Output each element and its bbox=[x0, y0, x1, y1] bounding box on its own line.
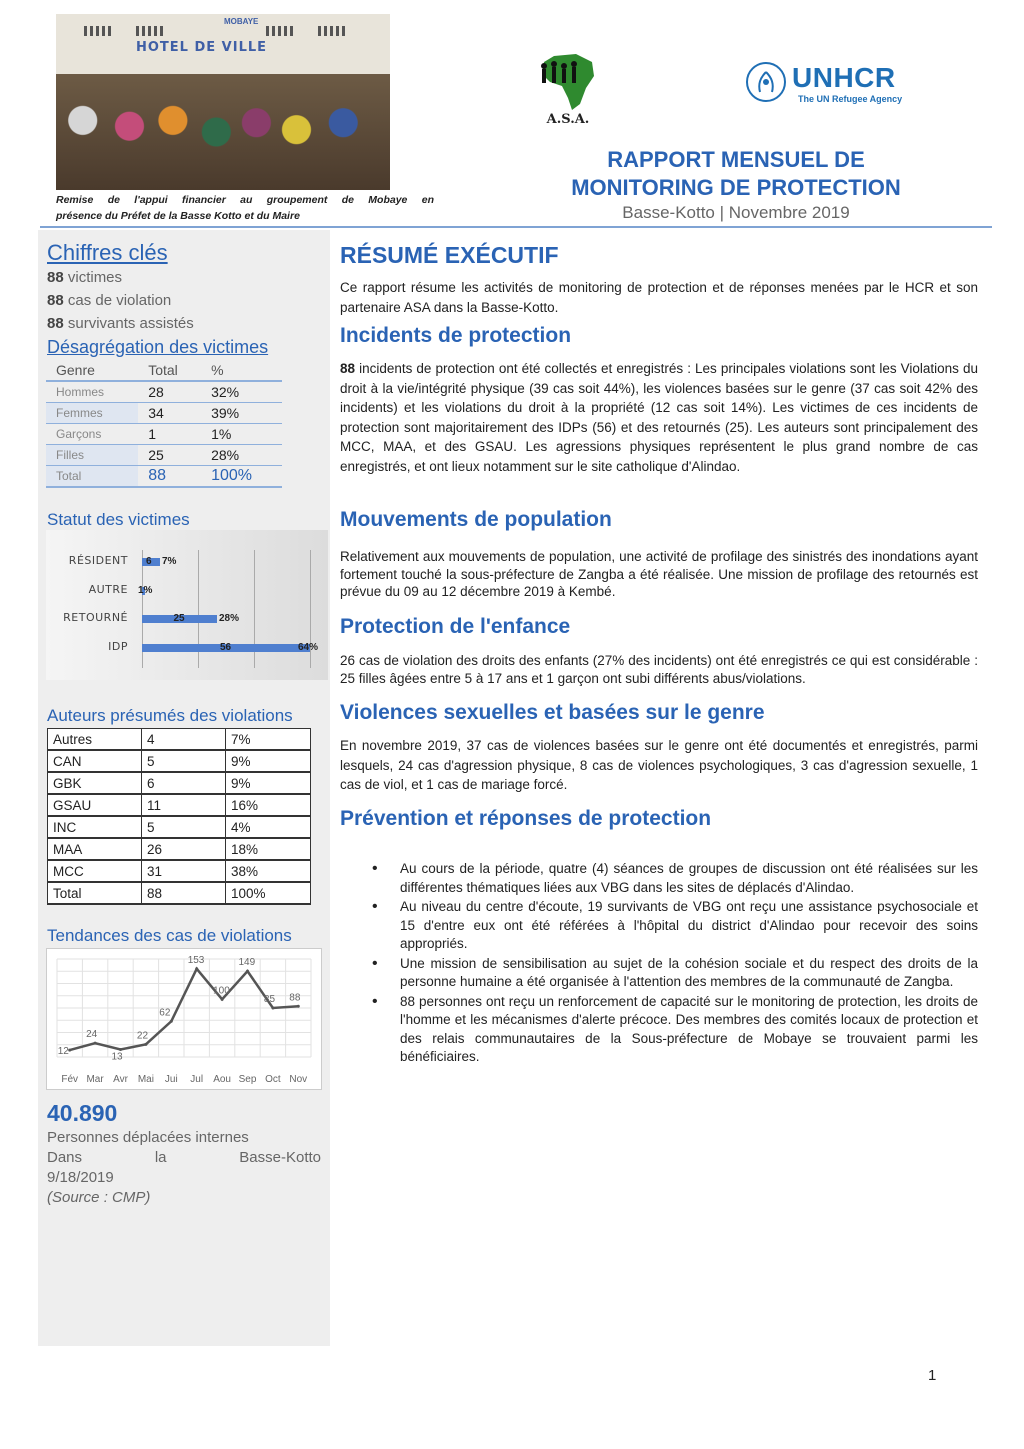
table-cell: 5 bbox=[142, 750, 226, 772]
report-title-line2: MONITORING DE PROTECTION bbox=[571, 175, 901, 200]
table-cell: 100% bbox=[201, 466, 282, 488]
trend-point bbox=[144, 1043, 147, 1046]
trend-category-label: Avr bbox=[113, 1074, 128, 1085]
table-row bbox=[48, 794, 311, 816]
trend-point bbox=[94, 1042, 97, 1045]
table-cell: Femmes bbox=[46, 403, 138, 424]
table-cell: GBK bbox=[48, 772, 142, 794]
table-cell: 1% bbox=[201, 424, 282, 445]
table-cell: CAN bbox=[48, 750, 142, 772]
key-figure-survivors: 88 survivants assistés bbox=[47, 315, 194, 332]
trend-point-label: 88 bbox=[289, 992, 301, 1004]
photo-window bbox=[136, 26, 164, 36]
table-cell: MCC bbox=[48, 860, 142, 882]
table-total-row bbox=[46, 466, 282, 488]
vbg-title: Violences sexuelles et basées sur le genre bbox=[340, 701, 765, 724]
table-cell: 18% bbox=[226, 838, 311, 860]
key-figure-violations: 88 cas de violation bbox=[47, 292, 172, 309]
enfance-text: 26 cas de violation des droits des enfants (27% des incidents) ont été enregistrés ce qui est considérable : 25 filles âgées entre 5 à 17 ans et 1 garçon ont subi différents abus/violations. bbox=[340, 653, 978, 686]
photo-window bbox=[318, 26, 346, 36]
table-cell: 9% bbox=[226, 772, 311, 794]
table-row bbox=[48, 838, 311, 860]
photo-sign: HOTEL DE VILLE bbox=[136, 40, 268, 55]
photo-crowd bbox=[56, 74, 390, 190]
table-cell: 32% bbox=[201, 381, 282, 403]
table-cell: 16% bbox=[226, 794, 311, 816]
trend-category-label: Jui bbox=[164, 1074, 178, 1085]
table-row bbox=[48, 729, 311, 751]
unhcr-wordmark: UNHCR bbox=[792, 62, 896, 93]
list-item: • Au cours de la période, quatre (4) séances de groupes de discussion ont été réalisées sur les différentes thématiques liées aux VBG dans les sites de déplacés d'Alindao. bbox=[372, 860, 978, 897]
key-figure-victims: 88 victimes bbox=[47, 269, 123, 286]
statut-percent-label: 7% bbox=[162, 556, 177, 567]
prevention-list bbox=[372, 860, 978, 1068]
trend-category-label: Aou bbox=[213, 1074, 231, 1085]
table-cell: Total bbox=[46, 466, 138, 488]
photo-window bbox=[84, 26, 112, 36]
statut-value-label: 25 bbox=[173, 613, 185, 624]
table-cell: Hommes bbox=[46, 381, 138, 403]
trend-point bbox=[246, 970, 249, 973]
table-row bbox=[48, 816, 311, 838]
photo-caption bbox=[56, 192, 434, 224]
table-cell: MAA bbox=[48, 838, 142, 860]
page-number: 1 bbox=[928, 1367, 937, 1384]
report-subtitle: Basse-Kotto | Novembre 2019 bbox=[622, 203, 850, 222]
incidents-count: 88 bbox=[340, 361, 356, 376]
trend-point-label: 24 bbox=[86, 1029, 98, 1041]
trend-category-label: Fév bbox=[61, 1074, 79, 1085]
unhcr-emblem-icon bbox=[746, 62, 786, 102]
table-cell: 100% bbox=[226, 882, 311, 904]
trend-point bbox=[271, 1007, 274, 1010]
statut-category-label: AUTRE bbox=[88, 582, 128, 596]
table-cell: 88 bbox=[138, 466, 201, 488]
photo-caption-line2: présence du Préfet de la Basse Kotto et du Maire bbox=[56, 210, 300, 222]
table-cell: 31 bbox=[142, 860, 226, 882]
report-title bbox=[540, 146, 932, 202]
enfance-title: Protection de l'enfance bbox=[340, 615, 571, 638]
prevention-title: Prévention et réponses de protection bbox=[340, 807, 712, 830]
table-cell: Garçons bbox=[46, 424, 138, 445]
table-cell: Filles bbox=[46, 445, 138, 466]
table-row bbox=[46, 424, 282, 445]
trend-point-label: 13 bbox=[111, 1051, 123, 1063]
auteurs-title: Auteurs présumés des violations bbox=[47, 706, 293, 725]
resume-title: RÉSUMÉ EXÉCUTIF bbox=[340, 242, 559, 268]
trend-point-label: 62 bbox=[159, 1007, 171, 1019]
idp-date: 9/18/2019 bbox=[47, 1169, 114, 1186]
photo-sign-small: MOBAYE bbox=[224, 17, 259, 26]
statut-category-label: RETOURNÉ bbox=[63, 611, 128, 624]
trend-point-label: 149 bbox=[238, 957, 256, 969]
statut-percent-label: 1% bbox=[138, 584, 153, 596]
mouvements-title: Mouvements de population bbox=[340, 508, 612, 531]
statut-percent-label: 28% bbox=[219, 613, 240, 624]
table-header-row bbox=[46, 360, 282, 381]
auteurs-table bbox=[47, 728, 311, 905]
tendances-title: Tendances des cas de violations bbox=[47, 926, 292, 945]
unhcr-logo bbox=[746, 60, 916, 106]
key-figures-title: Chiffres clés bbox=[47, 240, 168, 265]
trend-category-label: Mai bbox=[137, 1074, 154, 1085]
table-row bbox=[48, 772, 311, 794]
mouvements-text: Relativement aux mouvements de population, une activité de profilage des sinistrés des inondations ayant fortement touché la sous-préfecture de Zangba a été réalisée. Une mission de profilage des retournés est prévue du 09 au 12 décembre 2019 à Kembé. bbox=[340, 549, 978, 599]
idp-line2-word: Dans bbox=[47, 1149, 83, 1166]
idp-line2 bbox=[47, 1148, 321, 1168]
statut-percent-label: 64% bbox=[298, 641, 319, 653]
table-row bbox=[48, 882, 311, 904]
table-cell: 28 bbox=[138, 381, 201, 403]
trend-point-label: 100 bbox=[213, 985, 230, 997]
table-cell: Autres bbox=[48, 729, 142, 751]
header-photo bbox=[56, 14, 390, 190]
trend-point-label: 85 bbox=[263, 994, 276, 1005]
disaggregation-title: Désagrégation des victimes bbox=[47, 337, 269, 357]
idp-source: (Source : CMP) bbox=[47, 1189, 151, 1206]
table-cell: 7% bbox=[226, 729, 311, 751]
unhcr-tagline: The UN Refugee Agency bbox=[798, 94, 903, 104]
statut-value-label: 6 bbox=[146, 556, 152, 567]
table-cell: 34 bbox=[138, 403, 201, 424]
table-cell: 4% bbox=[226, 816, 311, 838]
list-item: • 88 personnes ont reçu un renforcement de capacité sur le monitoring de protection, les droits de l'homme et les mécanismes d'alerte précoce. Des membres des comités locaux de protection et des relais communautaires de la Sous-préfecture de Mobaye se trouvaient parmi les bénéficiaires. bbox=[372, 993, 978, 1067]
table-cell: GSAU bbox=[48, 794, 142, 816]
table-cell: 9% bbox=[226, 750, 311, 772]
trend-point bbox=[221, 998, 224, 1001]
table-cell: 39% bbox=[201, 403, 282, 424]
trend-point-label: 12 bbox=[57, 1046, 69, 1058]
trend-category-label: Jul bbox=[190, 1074, 204, 1085]
trend-category-label: Nov bbox=[289, 1074, 308, 1085]
table-cell: 1 bbox=[138, 424, 201, 445]
table-cell: INC bbox=[48, 816, 142, 838]
table-row bbox=[46, 381, 282, 403]
trend-point bbox=[170, 1020, 173, 1023]
table-cell: 4 bbox=[142, 729, 226, 751]
table-cell: 28% bbox=[201, 445, 282, 466]
trend-chart bbox=[46, 948, 322, 1090]
resume-text: Ce rapport résume les activités de monitoring de protection et de réponses menées par le HCR et son partenaire ASA dans la Basse-Kotto. bbox=[340, 280, 978, 315]
table-cell: 88 bbox=[142, 882, 226, 904]
asa-logo-text: A.S.A. bbox=[546, 112, 590, 127]
header-divider bbox=[40, 226, 992, 228]
vbg-text: En novembre 2019, 37 cas de violences basées sur le genre ont été documentés et enregistrés, parmi lesquels, 24 cas d'agression physique, 8 cas de violences psychologiques, 3 cas d'agression sexuelle, 1 cas de viol, et 1 cas de mariage forcé. bbox=[340, 738, 978, 792]
table-row bbox=[48, 860, 311, 882]
victims-table bbox=[46, 360, 282, 488]
table-header: Genre bbox=[46, 360, 138, 381]
photo-caption-line1: Remise de l'appui financier au groupement de Mobaye en bbox=[56, 194, 434, 206]
statut-value-label: 56 bbox=[220, 641, 232, 653]
table-cell: 25 bbox=[138, 445, 201, 466]
photo-window bbox=[266, 26, 294, 36]
asa-logo bbox=[532, 52, 604, 126]
idp-description bbox=[47, 1128, 321, 1208]
table-cell: 11 bbox=[142, 794, 226, 816]
report-title-line1: RAPPORT MENSUEL DE bbox=[607, 147, 865, 172]
idp-line2-word: la bbox=[154, 1149, 167, 1166]
table-cell: Total bbox=[48, 882, 142, 904]
idp-line2-word: Basse-Kotto bbox=[239, 1149, 321, 1166]
asa-africa-icon bbox=[532, 52, 604, 112]
statut-title: Statut des victimes bbox=[47, 510, 190, 529]
trend-category-label: Oct bbox=[265, 1074, 281, 1085]
trend-point bbox=[297, 1005, 300, 1008]
trend-line-chart bbox=[47, 949, 321, 1089]
trend-point-label: 22 bbox=[136, 1030, 149, 1042]
incidents-title: Incidents de protection bbox=[340, 324, 572, 347]
table-cell: 26 bbox=[142, 838, 226, 860]
table-header: Total bbox=[138, 360, 201, 381]
trend-point-label: 153 bbox=[187, 954, 205, 966]
table-cell: 38% bbox=[226, 860, 311, 882]
list-item: • Une mission de sensibilisation au sujet de la cohésion sociale et du respect des droits de la personne humaine a été organisée à l'attention des membres de la communauté de Zangba. bbox=[372, 955, 978, 992]
table-header: % bbox=[201, 360, 282, 381]
incidents-body: incidents de protection ont été collectés et enregistrés : Les principales violations sont les Violations du droit à la vie/intégrité physique (39 cas soit 44%), les violences basées sur le genre (37 cas soit 42% des incidents) et les violations du droit à la propriété (12 cas soit 14%). Les victimes de ces incidents de protection sont majoritairement des IDPs (56) et des retournés (25). Les auteurs sont principalement des MCC, MAA, et des GSAU. Les agressions physiques représentent le plus grand nombre de cas enregistrés, et ont lieux notamment sur le site catholique d'Alindao. bbox=[340, 361, 978, 474]
table-row bbox=[46, 403, 282, 424]
idp-line1: Personnes déplacées internes bbox=[47, 1129, 249, 1146]
statut-chart bbox=[46, 530, 328, 680]
trend-point bbox=[195, 967, 198, 970]
table-cell: 6 bbox=[142, 772, 226, 794]
statut-category-label: RÉSIDENT bbox=[68, 554, 128, 567]
statut-category-label: IDP bbox=[108, 639, 128, 653]
list-item: • Au niveau du centre d'écoute, 19 survivants de VBG ont reçu une assistance psychosociale et 15 d'entre eux ont été référées à l'hôpital du district d'Alindao pour recevoir des soins appropriés. bbox=[372, 898, 978, 954]
table-cell: 5 bbox=[142, 816, 226, 838]
table-row bbox=[48, 750, 311, 772]
trend-category-label: Sep bbox=[238, 1074, 257, 1085]
table-row bbox=[46, 445, 282, 466]
incidents-text bbox=[340, 359, 978, 476]
idp-number: 40.890 bbox=[47, 1100, 118, 1126]
trend-category-label: Mar bbox=[86, 1074, 104, 1085]
